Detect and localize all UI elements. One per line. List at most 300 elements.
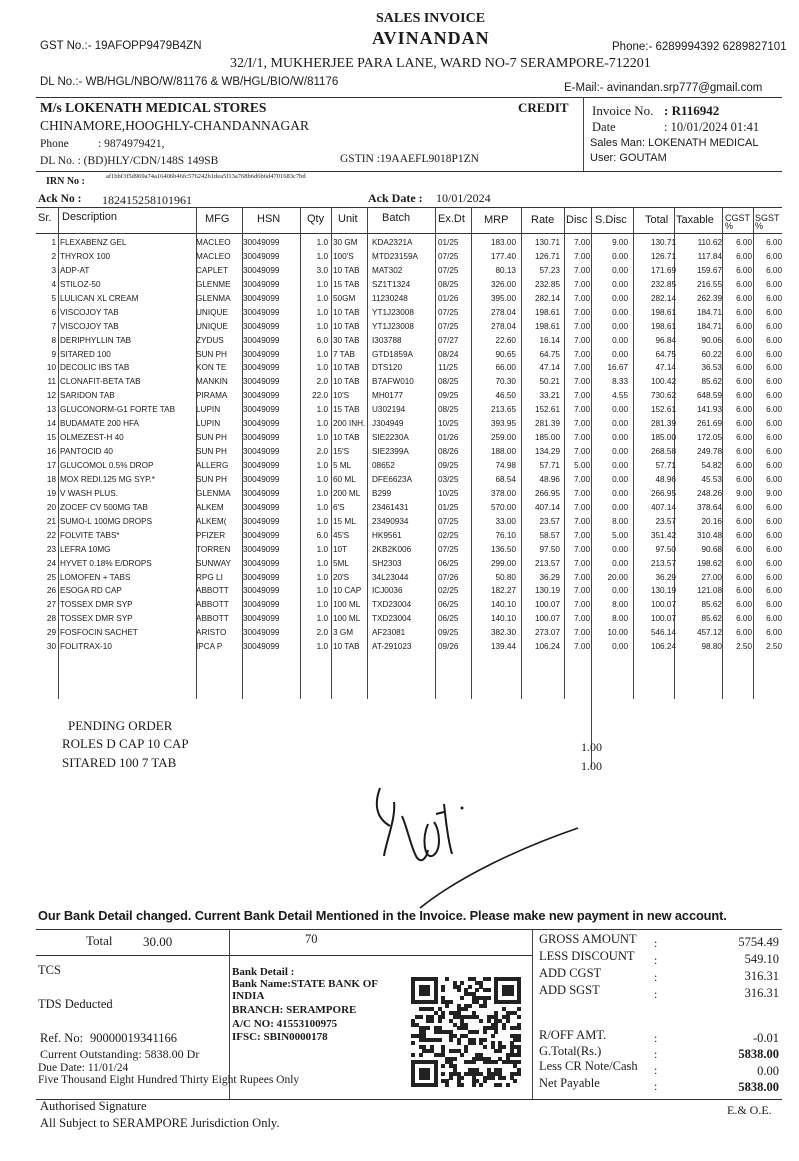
cgst-cell: 6.00 [736, 461, 752, 470]
total-cell: 152.61 [650, 405, 676, 415]
mfg-cell: LUPIN [196, 419, 221, 429]
total-cell: 282.14 [650, 293, 676, 303]
ref-label: Ref. No: [40, 1031, 84, 1045]
batch-cell: AT-291023 [372, 642, 412, 652]
taxable-cell: 98.80 [701, 642, 722, 652]
sr-cell: 8 [51, 335, 56, 345]
cgst-cell: 6.00 [736, 279, 752, 289]
disc-cell: 7.00 [574, 279, 590, 289]
mrp-cell: 183.00 [490, 238, 516, 247]
taxable-cell: 216.55 [696, 279, 722, 289]
taxable-cell: 261.69 [696, 419, 722, 429]
cgst-cell: 6.00 [736, 530, 752, 540]
table-row [36, 292, 782, 306]
summary-value: 316.31 [744, 986, 779, 1000]
table-row [36, 264, 782, 278]
sgst-cell: 6.00 [766, 558, 782, 568]
table-row [36, 334, 782, 348]
rate-cell: 100.07 [534, 600, 560, 610]
batch-cell: YT1J23008 [372, 307, 414, 317]
sdisc-cell: 0.00 [612, 349, 628, 359]
expiry-cell: 11/25 [438, 363, 458, 373]
description-cell: LOMOFEN + TABS [60, 572, 131, 582]
qty-cell: 2.0 [316, 377, 328, 387]
qty-cell: 6.0 [316, 530, 328, 540]
expiry-cell: 03/25 [438, 474, 459, 484]
unit-cell: 15 TAB [333, 405, 360, 415]
hsn-cell: 30049099 [243, 488, 280, 498]
disc-cell: 7.00 [574, 586, 590, 596]
table-row [36, 584, 782, 598]
table-row [36, 348, 782, 362]
disc-cell: 7.00 [574, 488, 590, 498]
mfg-cell: MANKIN [196, 377, 228, 387]
sgst-cell: 6.00 [766, 433, 782, 443]
disc-cell: 7.00 [574, 307, 590, 317]
mrp-cell: 22.60 [495, 335, 516, 345]
disc-cell: 7.00 [574, 251, 590, 261]
sgst-cell: 6.00 [766, 238, 782, 247]
total-cell: 47.14 [655, 363, 676, 373]
doc-title: SALES INVOICE [376, 11, 486, 26]
batch-cell: 23461431 [372, 502, 409, 512]
sdisc-cell: 0.00 [612, 251, 628, 261]
mrp-cell: 66.00 [495, 363, 516, 373]
sdisc-cell: 8.00 [612, 516, 628, 526]
expiry-cell: 07/25 [438, 516, 459, 526]
unit-cell: 200 ML [333, 488, 361, 498]
batch-cell: 34L23044 [372, 572, 409, 582]
hsn-cell: 30049099 [243, 335, 280, 345]
mfg-cell: KON TE [196, 363, 227, 373]
batch-cell: TXD23004 [372, 614, 412, 624]
disc-cell: 7.00 [574, 377, 590, 387]
sdisc-cell: 0.00 [612, 447, 628, 457]
col-cgst: CGST % [725, 213, 750, 231]
total-cell: 106.24 [650, 642, 676, 652]
sgst-cell: 6.00 [766, 516, 782, 526]
mrp-cell: 278.04 [490, 307, 516, 317]
expiry-cell: 02/25 [438, 530, 459, 540]
hsn-cell: 30049099 [243, 321, 280, 331]
user: User: GOUTAM [590, 152, 667, 164]
sgst-cell: 6.00 [766, 405, 782, 415]
qty-cell: 22.0 [312, 391, 328, 401]
unit-cell: 20'S [333, 572, 350, 582]
description-cell: LULICAN XL CREAM [60, 293, 139, 303]
expiry-cell: 10/25 [438, 419, 459, 429]
rate-cell: 266.95 [534, 488, 560, 498]
mfg-cell: ALKEM( [196, 516, 227, 526]
cgst-cell: 6.00 [736, 614, 752, 624]
summary-value: 0.00 [757, 1064, 779, 1078]
sdisc-cell: 0.00 [612, 279, 628, 289]
taxable-cell: 249.78 [696, 447, 722, 457]
taxable-cell: 27.00 [701, 572, 722, 582]
qty-cell: 1.0 [316, 572, 328, 582]
table-row [36, 445, 782, 459]
description-cell: ZOCEF CV 500MG TAB [60, 502, 148, 512]
table-row [36, 612, 782, 626]
invoice-no-label: Invoice No. [592, 103, 654, 118]
mrp-cell: 70.30 [495, 377, 516, 387]
unit-cell: 10 TAB [333, 265, 360, 275]
qty-cell: 1.0 [316, 614, 328, 624]
qty-cell: 2.0 [316, 447, 328, 457]
table-row [36, 640, 782, 654]
taxable-cell: 159.67 [696, 265, 722, 275]
disc-cell: 7.00 [574, 544, 590, 554]
description-cell: ADP-AT [60, 265, 90, 275]
cgst-cell: 6.00 [736, 572, 752, 582]
sdisc-cell: 0.00 [612, 433, 628, 443]
unit-cell: 30 GM [333, 238, 358, 247]
summary-value: -0.01 [752, 1031, 779, 1045]
unit-cell: 60 ML [333, 474, 356, 484]
mfg-cell: UNIQUE [196, 307, 228, 317]
batch-cell: MTD23159A [372, 251, 418, 261]
disc-cell: 7.00 [574, 405, 590, 415]
table-row [36, 529, 782, 543]
qty-cell: 1.0 [316, 461, 328, 470]
sr-cell: 21 [46, 516, 56, 526]
unit-cell: 10 TAB [333, 307, 360, 317]
total-label: Total [86, 933, 113, 948]
mfg-cell: GLENMA [196, 488, 231, 498]
expiry-cell: 06/25 [438, 614, 459, 624]
mfg-cell: SUN PH [196, 474, 227, 484]
expiry-cell: 08/25 [438, 405, 459, 415]
mrp-cell: 188.00 [490, 447, 516, 457]
cgst-cell: 6.00 [736, 335, 752, 345]
total-cell: 130.71 [650, 238, 676, 247]
batch-cell: SH2303 [372, 558, 402, 568]
mrp-cell: 278.04 [490, 321, 516, 331]
batch-cell: 23490934 [372, 516, 409, 526]
rate-cell: 97.50 [539, 544, 560, 554]
hsn-cell: 30049099 [243, 307, 280, 317]
description-cell: FLEXABENZ GEL [60, 238, 127, 247]
table-row [36, 515, 782, 529]
hsn-cell: 30049099 [243, 293, 280, 303]
col-disc: Disc [566, 214, 588, 226]
sr-cell: 2 [51, 251, 56, 261]
mfg-cell: SUN PH [196, 433, 227, 443]
taxable-cell: 172.05 [696, 433, 722, 443]
summary-value: 549.10 [744, 952, 779, 966]
description-cell: PANTOCID 40 [60, 447, 113, 457]
sr-cell: 14 [46, 419, 56, 429]
table-row [36, 626, 782, 640]
taxable-cell: 90.06 [701, 335, 722, 345]
summary-label: Less CR Note/Cash [539, 1059, 638, 1073]
description-cell: THYROX 100 [60, 251, 111, 261]
col-hsn: HSN [257, 213, 281, 225]
rate-cell: 213.57 [534, 558, 560, 568]
description-cell: VISCOJOY TAB [60, 321, 119, 331]
batch-cell: HK9561 [372, 530, 402, 540]
mfg-cell: ABBOTT [196, 586, 229, 596]
mrp-cell: 182.27 [490, 586, 516, 596]
sr-cell: 25 [46, 572, 56, 582]
mrp-cell: 570.00 [490, 502, 516, 512]
mfg-cell: MACLEO [196, 251, 231, 261]
col-sgst: SGST % [755, 213, 780, 231]
sr-cell: 13 [46, 405, 56, 415]
sr-cell: 17 [46, 461, 56, 470]
rate-cell: 282.14 [534, 293, 560, 303]
sgst-cell: 6.00 [766, 293, 782, 303]
expiry-cell: 08/25 [438, 279, 459, 289]
description-cell: HYVET 0.18% E/DROPS [60, 558, 152, 568]
mrp-cell: 139.44 [490, 642, 516, 652]
items-table-body [36, 236, 782, 654]
rate-cell: 106.24 [534, 642, 560, 652]
current-outstanding: Current Outstanding: 5838.00 Dr [40, 1047, 200, 1061]
expiry-cell: 02/25 [438, 586, 459, 596]
hsn-cell: 30049099 [243, 558, 280, 568]
buyer-name: M/s LOKENATH MEDICAL STORES [40, 100, 267, 115]
expiry-cell: 01/26 [438, 293, 459, 303]
taxable-cell: 60.22 [701, 349, 722, 359]
col-description: Description [62, 211, 118, 223]
irn-value: af1bbf3f5d969a74a16406b46fc576242b1dea5f13a768b6d6b6d4701683c7bd [106, 173, 306, 180]
sgst-cell: 6.00 [766, 628, 782, 638]
table-row [36, 417, 782, 431]
disc-cell: 7.00 [574, 238, 590, 247]
buyer-dl: DL No. : (BD)HLY/CDN/148S 149SB [40, 155, 219, 167]
total-cell: 213.57 [650, 558, 676, 568]
rate-cell: 152.61 [534, 405, 560, 415]
company-phone: Phone:- 6289994392 6289827101 [612, 41, 787, 53]
gst-number: GST No.:- 19AFOPP9479B4ZN [40, 40, 202, 52]
cgst-cell: 6.00 [736, 502, 752, 512]
hsn-cell: 30049099 [243, 419, 280, 429]
mfg-cell: SUN PH [196, 349, 227, 359]
rate-cell: 64.75 [539, 349, 560, 359]
expiry-cell: 07/25 [438, 251, 459, 261]
table-row [36, 389, 782, 403]
description-cell: DERIPHYLLIN TAB [60, 335, 132, 345]
rate-cell: 232.85 [534, 279, 560, 289]
mfg-cell: CAPLET [196, 265, 228, 275]
buyer-address: CHINAMORE,HOOGHLY-CHANDANNAGAR [40, 118, 310, 133]
taxable-cell: 90.68 [701, 544, 722, 554]
taxable-cell: 110.62 [697, 238, 722, 247]
invoice-date: : 10/01/2024 01:41 [664, 120, 760, 134]
batch-cell: GTD1859A [372, 349, 413, 359]
salesman: Sales Man: LOKENATH MEDICAL [590, 137, 759, 149]
hsn-cell: 30049099 [243, 349, 280, 359]
sgst-cell: 6.00 [766, 419, 782, 429]
sdisc-cell: 0.00 [612, 558, 628, 568]
unit-cell: 10 CAP [333, 586, 362, 596]
disc-cell: 7.00 [574, 349, 590, 359]
rate-cell: 185.00 [534, 433, 560, 443]
table-row [36, 306, 782, 320]
sgst-cell: 6.00 [766, 349, 782, 359]
disc-cell: 7.00 [574, 363, 590, 373]
description-cell: MOX REDI.125 MG SYP.* [60, 474, 155, 484]
mfg-cell: SUN PH [196, 447, 227, 457]
sdisc-cell: 16.67 [607, 363, 628, 373]
disc-cell: 7.00 [574, 572, 590, 582]
total-value: 30.00 [143, 934, 173, 949]
mrp-cell: 395.00 [490, 293, 516, 303]
bank-branch: BRANCH: SERAMPORE [232, 1004, 357, 1016]
hsn-cell: 30049099 [243, 363, 280, 373]
description-cell: OLMEZEST-H 40 [60, 433, 124, 443]
unit-cell: 15'S [333, 447, 350, 457]
rate-cell: 16.14 [539, 335, 560, 345]
hsn-cell: 30049099 [243, 405, 280, 415]
qty-cell: 1.0 [316, 586, 328, 596]
sr-cell: 6 [51, 307, 56, 317]
rate-cell: 36.29 [539, 572, 560, 582]
cgst-cell: 6.00 [736, 391, 752, 401]
mrp-cell: 213.65 [490, 405, 516, 415]
disc-cell: 5.00 [574, 461, 590, 470]
sdisc-cell: 0.00 [612, 642, 628, 652]
expiry-cell: 08/24 [438, 349, 459, 359]
mfg-cell: IPCA P [196, 642, 223, 652]
sr-cell: 23 [46, 544, 56, 554]
mrp-cell: 80.13 [495, 265, 516, 275]
sr-cell: 28 [46, 614, 56, 624]
sgst-cell: 6.00 [766, 530, 782, 540]
sdisc-cell: 4.55 [612, 391, 628, 401]
buyer-gstin: GSTIN :19AAEFL9018P1ZN [340, 153, 479, 165]
total-cell: 130.19 [650, 586, 676, 596]
table-row [36, 487, 782, 501]
total-cell: 36.29 [655, 572, 676, 582]
table-row [36, 250, 782, 264]
rate-cell: 130.19 [534, 586, 560, 596]
unit-cell: 10T [333, 544, 348, 554]
sr-cell: 7 [51, 321, 56, 331]
mrp-cell: 378.00 [490, 488, 516, 498]
qty-cell: 3.0 [316, 265, 328, 275]
taxable-cell: 85.62 [701, 614, 722, 624]
rate-cell: 407.14 [534, 502, 560, 512]
disc-cell: 7.00 [574, 642, 590, 652]
description-cell: CLONAFIT-BETA TAB [60, 377, 141, 387]
sgst-cell: 6.00 [766, 307, 782, 317]
unit-cell: 10'S [333, 391, 350, 401]
cgst-cell: 6.00 [736, 600, 752, 610]
cgst-cell: 6.00 [736, 251, 752, 261]
disc-cell: 7.00 [574, 516, 590, 526]
sr-cell: 15 [46, 433, 56, 443]
sgst-cell: 2.50 [766, 642, 782, 652]
sr-cell: 5 [51, 293, 56, 303]
hsn-cell: 30049099 [243, 614, 280, 624]
expiry-cell: 09/26 [438, 642, 459, 652]
disc-cell: 7.00 [574, 474, 590, 484]
total-cell: 57.71 [655, 461, 676, 470]
qty-cell: 1.0 [316, 642, 328, 652]
sgst-cell: 6.00 [766, 335, 782, 345]
rate-cell: 50.21 [539, 377, 560, 387]
table-row [36, 571, 782, 585]
mrp-cell: 299.00 [490, 558, 516, 568]
rate-cell: 58.57 [539, 530, 560, 540]
qty-cell: 1.0 [316, 544, 328, 554]
summary-value: 316.31 [744, 969, 779, 983]
cgst-cell: 6.00 [736, 293, 752, 303]
rate-cell: 273.07 [534, 628, 560, 638]
ack-number: 182415258101961 [102, 193, 192, 207]
batch-cell: SIE2230A [372, 433, 409, 443]
cgst-cell: 6.00 [736, 349, 752, 359]
rate-cell: 57.23 [539, 265, 560, 275]
table-row [36, 598, 782, 612]
sr-cell: 9 [51, 349, 56, 359]
qty-cell: 1.0 [316, 238, 328, 247]
description-cell: SUMO-L 100MG DROPS [60, 516, 153, 526]
expiry-cell: 09/25 [438, 628, 459, 638]
taxable-cell: 184.71 [696, 307, 722, 317]
bank-account: A/C NO: 41553100975 [232, 1018, 338, 1030]
unit-cell: 100'S [333, 251, 354, 261]
mrp-cell: 74.98 [495, 461, 516, 470]
qty-cell: 1.0 [316, 502, 328, 512]
rate-cell: 198.61 [534, 307, 560, 317]
mfg-cell: TORREN [196, 544, 231, 554]
disc-cell: 7.00 [574, 502, 590, 512]
taxable-cell: 457.12 [696, 628, 722, 638]
batch-cell: TXD23004 [372, 600, 412, 610]
sdisc-cell: 9.00 [612, 238, 628, 247]
rate-cell: 48.96 [539, 474, 560, 484]
qty-cell: 1.0 [316, 600, 328, 610]
batch-cell: ICJ0036 [372, 586, 403, 596]
cgst-cell: 6.00 [736, 586, 752, 596]
hsn-cell: 30049099 [243, 433, 280, 443]
sgst-cell: 9.00 [766, 488, 782, 498]
summary-label: ADD SGST [539, 983, 600, 997]
description-cell: ESOGA RD CAP [60, 586, 122, 596]
unit-cell: 200 INH. [333, 419, 366, 429]
sgst-cell: 6.00 [766, 279, 782, 289]
sdisc-cell: 0.00 [612, 488, 628, 498]
rate-cell: 198.61 [534, 321, 560, 331]
taxable-cell: 262.39 [696, 293, 722, 303]
errors-omissions: E.& O.E. [727, 1103, 772, 1117]
hsn-cell: 30049099 [243, 544, 280, 554]
batch-cell: MH0177 [372, 391, 403, 401]
col-rate: Rate [531, 214, 555, 226]
sr-cell: 11 [47, 377, 56, 387]
hsn-cell: 30049099 [243, 279, 280, 289]
taxable-cell: 198.62 [696, 558, 722, 568]
sgst-cell: 6.00 [766, 391, 782, 401]
taxable-cell: 54.82 [701, 461, 722, 470]
batch-cell: B7AFW010 [372, 377, 414, 387]
invoice-date-label: Date [592, 120, 616, 134]
due-date: Due Date: 11/01/24 [38, 1062, 129, 1074]
authorised-signature: Authorised Signature [40, 1099, 147, 1113]
taxable-cell: 121.08 [696, 586, 722, 596]
taxable-cell: 45.53 [701, 474, 722, 484]
col-mfg: MFG [205, 213, 230, 225]
mfg-cell: ALKEM [196, 502, 224, 512]
total-cell: 198.61 [650, 321, 676, 331]
qty-cell: 1.0 [316, 307, 328, 317]
bank-country: INDIA [232, 990, 265, 1002]
mrp-cell: 46.50 [495, 391, 516, 401]
description-cell: BUDAMATE 200 HFA [60, 419, 140, 429]
